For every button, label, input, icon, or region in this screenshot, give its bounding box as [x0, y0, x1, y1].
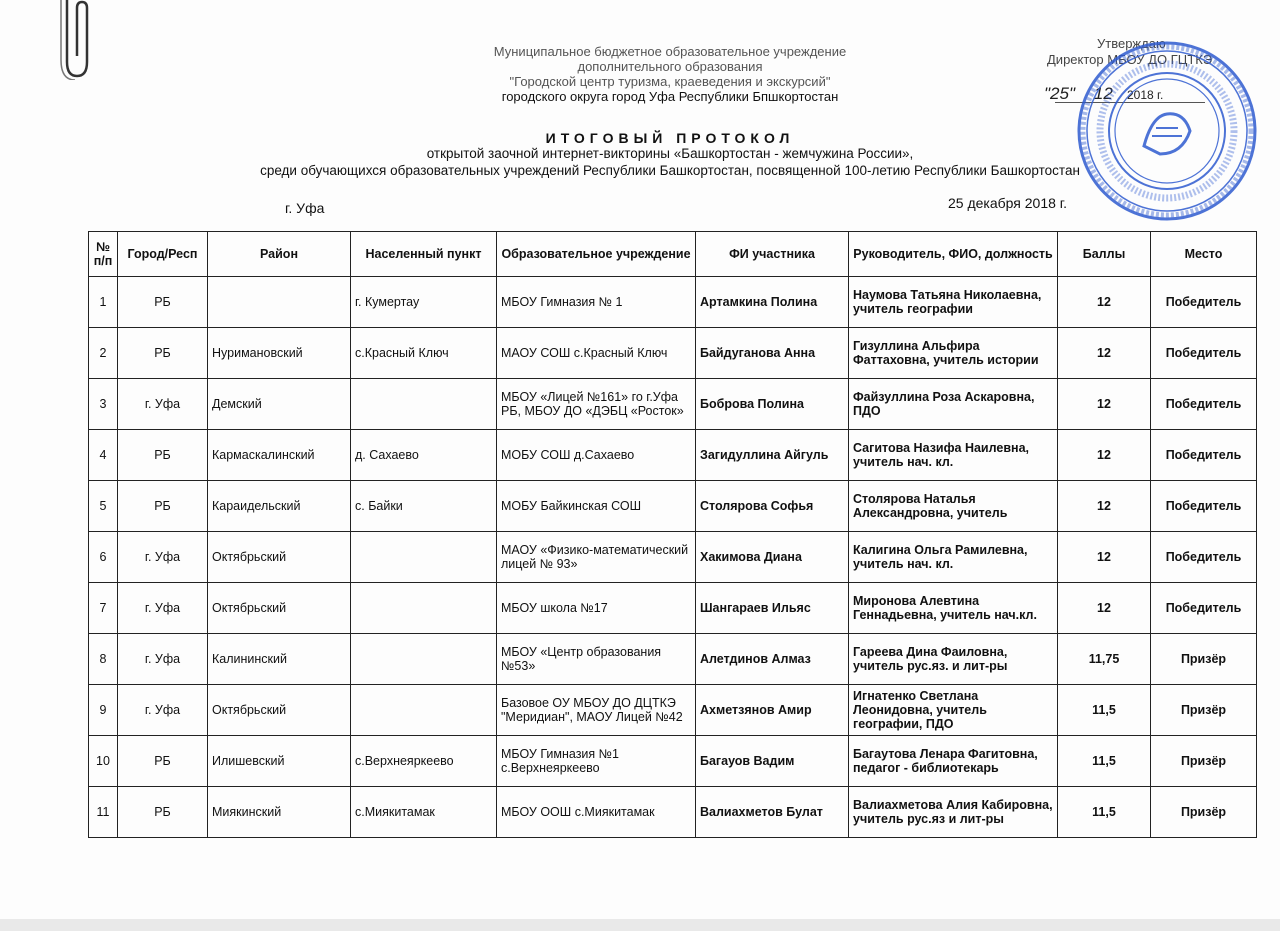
cell-score: 12 [1058, 430, 1151, 481]
cell-school: МБОУ «Лицей №161» го г.Уфа РБ, МБОУ ДО «ДЭБЦ «Росток» [497, 379, 696, 430]
cell-score: 12 [1058, 277, 1151, 328]
approval-date: "25" 12 2018 г. [1044, 84, 1164, 103]
cell-number: 8 [89, 634, 118, 685]
cell-settlement: с.Миякитамак [351, 787, 497, 838]
col-header-participant: ФИ участника [696, 232, 849, 277]
col-header-school: Образовательное учреждение [497, 232, 696, 277]
cell-score: 11,5 [1058, 736, 1151, 787]
table-row [89, 277, 1257, 328]
cell-number: 10 [89, 736, 118, 787]
cell-score: 11,75 [1058, 634, 1151, 685]
cell-participant: Загидуллина Айгуль [696, 430, 849, 481]
cell-number: 4 [89, 430, 118, 481]
cell-number: 3 [89, 379, 118, 430]
cell-participant: Артамкина Полина [696, 277, 849, 328]
cell-leader: Сагитова Назифа Наилевна, учитель нач. кл. [849, 430, 1058, 481]
cell-place: Призёр [1151, 736, 1257, 787]
cell-number: 5 [89, 481, 118, 532]
cell-score: 12 [1058, 379, 1151, 430]
cell-school: МБОУ Гимназия №1 с.Верхнеяркеево [497, 736, 696, 787]
cell-settlement [351, 634, 497, 685]
cell-settlement [351, 379, 497, 430]
cell-participant: Багауов Вадим [696, 736, 849, 787]
approval-year: 2018 г. [1127, 88, 1164, 102]
cell-district: Демский [208, 379, 351, 430]
cell-republic: РБ [118, 787, 208, 838]
cell-school: МОБУ СОШ д.Сахаево [497, 430, 696, 481]
org-line-1: Муниципальное бюджетное образовательное учреждение [493, 44, 847, 59]
cell-settlement: с.Красный Ключ [351, 328, 497, 379]
cell-leader: Валиахметова Алия Кабировна, учитель рус.яз и лит-ры [849, 787, 1058, 838]
cell-republic: г. Уфа [118, 583, 208, 634]
approval-month: 12 [1093, 84, 1113, 103]
cell-place: Победитель [1151, 328, 1257, 379]
cell-number: 9 [89, 685, 118, 736]
org-line-3: "Городской центр туризма, краеведения и экскурсий" [509, 74, 831, 89]
cell-republic: РБ [118, 736, 208, 787]
table-row [89, 736, 1257, 787]
paper-clip-icon [55, 0, 95, 80]
col-header-number: № п/п [89, 232, 118, 277]
cell-score: 12 [1058, 532, 1151, 583]
cell-number: 2 [89, 328, 118, 379]
cell-school: МБОУ ООШ с.Миякитамак [497, 787, 696, 838]
cell-republic: РБ [118, 277, 208, 328]
cell-republic: г. Уфа [118, 685, 208, 736]
approval-day: 25 [1050, 84, 1069, 103]
cell-place: Победитель [1151, 481, 1257, 532]
col-header-district: Район [208, 232, 351, 277]
col-header-score: Баллы [1058, 232, 1151, 277]
org-line-4: городского округа город Уфа Республики Бпшкортостан [501, 89, 839, 104]
table-row [89, 583, 1257, 634]
table-row [89, 430, 1257, 481]
cell-participant: Столярова Софья [696, 481, 849, 532]
cell-participant: Алетдинов Алмаз [696, 634, 849, 685]
cell-leader: Гизуллина Альфира Фаттаховна, учитель истории [849, 328, 1058, 379]
cell-place: Призёр [1151, 787, 1257, 838]
cell-leader: Миронова Алевтина Геннадьевна, учитель нач.кл. [849, 583, 1058, 634]
scan-edge [0, 919, 1280, 931]
cell-school: Базовое ОУ МБОУ ДО ДЦТКЭ "Меридиан", МАОУ Лицей №42 [497, 685, 696, 736]
table-row [89, 532, 1257, 583]
table-row [89, 379, 1257, 430]
cell-settlement: с. Байки [351, 481, 497, 532]
cell-district: Нуримановский [208, 328, 351, 379]
cell-republic: г. Уфа [118, 634, 208, 685]
cell-leader: Игнатенко Светлана Леонидовна, учитель географии, ПДО [849, 685, 1058, 736]
cell-school: МБОУ «Центр образования №53» [497, 634, 696, 685]
approval-director: Директор МБОУ ДО ГЦТКЭ [1047, 52, 1213, 67]
document-subtitle-1: открытой заочной интернет-викторины «Башкортостан - жемчужина России», [426, 146, 914, 161]
official-stamp-icon [1072, 36, 1262, 226]
cell-place: Призёр [1151, 634, 1257, 685]
cell-leader: Калигина Ольга Рамилевна, учитель нач. кл. [849, 532, 1058, 583]
cell-school: МБОУ Гимназия № 1 [497, 277, 696, 328]
cell-place: Победитель [1151, 379, 1257, 430]
cell-settlement: с.Верхнеяркеево [351, 736, 497, 787]
document-city: г. Уфа [285, 200, 325, 216]
cell-district: Октябрьский [208, 532, 351, 583]
cell-settlement [351, 532, 497, 583]
cell-place: Победитель [1151, 277, 1257, 328]
cell-school: МОБУ Байкинская СОШ [497, 481, 696, 532]
cell-number: 7 [89, 583, 118, 634]
cell-leader: Наумова Татьяна Николаевна, учитель географии [849, 277, 1058, 328]
cell-number: 11 [89, 787, 118, 838]
cell-score: 12 [1058, 583, 1151, 634]
cell-score: 12 [1058, 481, 1151, 532]
org-line-2: дополнительного образования [577, 59, 763, 74]
col-header-settlement: Населенный пункт [351, 232, 497, 277]
cell-republic: РБ [118, 328, 208, 379]
cell-number: 1 [89, 277, 118, 328]
approval-label: Утверждаю [1097, 36, 1166, 51]
cell-district: Калининский [208, 634, 351, 685]
cell-place: Победитель [1151, 532, 1257, 583]
cell-participant: Боброва Полина [696, 379, 849, 430]
table-row [89, 634, 1257, 685]
cell-score: 11,5 [1058, 787, 1151, 838]
table-row [89, 328, 1257, 379]
cell-republic: РБ [118, 430, 208, 481]
organization-header [300, 44, 1040, 104]
cell-republic: РБ [118, 481, 208, 532]
cell-district: Октябрьский [208, 685, 351, 736]
cell-place: Победитель [1151, 583, 1257, 634]
cell-leader: Файзуллина Роза Аскаровна, ПДО [849, 379, 1058, 430]
cell-number: 6 [89, 532, 118, 583]
cell-score: 11,5 [1058, 685, 1151, 736]
cell-district: Миякинский [208, 787, 351, 838]
document-date: 25 декабря 2018 г. [948, 195, 1068, 211]
results-table [88, 231, 1257, 838]
cell-district: Илишевский [208, 736, 351, 787]
cell-settlement: г. Кумертау [351, 277, 497, 328]
cell-participant: Байдуганова Анна [696, 328, 849, 379]
col-header-republic: Город/Респ [118, 232, 208, 277]
table-row [89, 787, 1257, 838]
cell-republic: г. Уфа [118, 532, 208, 583]
cell-place: Победитель [1151, 430, 1257, 481]
table-row [89, 481, 1257, 532]
cell-participant: Валиахметов Булат [696, 787, 849, 838]
cell-participant: Ахметзянов Амир [696, 685, 849, 736]
cell-school: МАОУ «Физико-математический лицей № 93» [497, 532, 696, 583]
cell-school: МБОУ школа №17 [497, 583, 696, 634]
cell-settlement [351, 583, 497, 634]
cell-score: 12 [1058, 328, 1151, 379]
document-title: ИТОГОВЫЙ ПРОТОКОЛ [545, 130, 795, 146]
cell-republic: г. Уфа [118, 379, 208, 430]
table-header-row [89, 232, 1257, 277]
cell-district: Кармаскалинский [208, 430, 351, 481]
cell-school: МАОУ СОШ с.Красный Ключ [497, 328, 696, 379]
cell-district [208, 277, 351, 328]
cell-participant: Шангараев Ильяс [696, 583, 849, 634]
cell-leader: Гареева Дина Фаиловна, учитель рус.яз. и лит-ры [849, 634, 1058, 685]
col-header-leader: Руководитель, ФИО, должность [849, 232, 1058, 277]
cell-district: Караидельский [208, 481, 351, 532]
col-header-place: Место [1151, 232, 1257, 277]
table-row [89, 685, 1257, 736]
cell-district: Октябрьский [208, 583, 351, 634]
cell-place: Призёр [1151, 685, 1257, 736]
cell-settlement [351, 685, 497, 736]
document-subtitle-2: среди обучающихся образовательных учреждений Республики Башкортостан, посвященной 100-летию Республики Башкортостан [260, 163, 1080, 178]
cell-leader: Столярова Наталья Александровна, учитель [849, 481, 1058, 532]
cell-participant: Хакимова Диана [696, 532, 849, 583]
cell-leader: Багаутова Ленара Фагитовна, педагог - библиотекарь [849, 736, 1058, 787]
cell-settlement: д. Сахаево [351, 430, 497, 481]
